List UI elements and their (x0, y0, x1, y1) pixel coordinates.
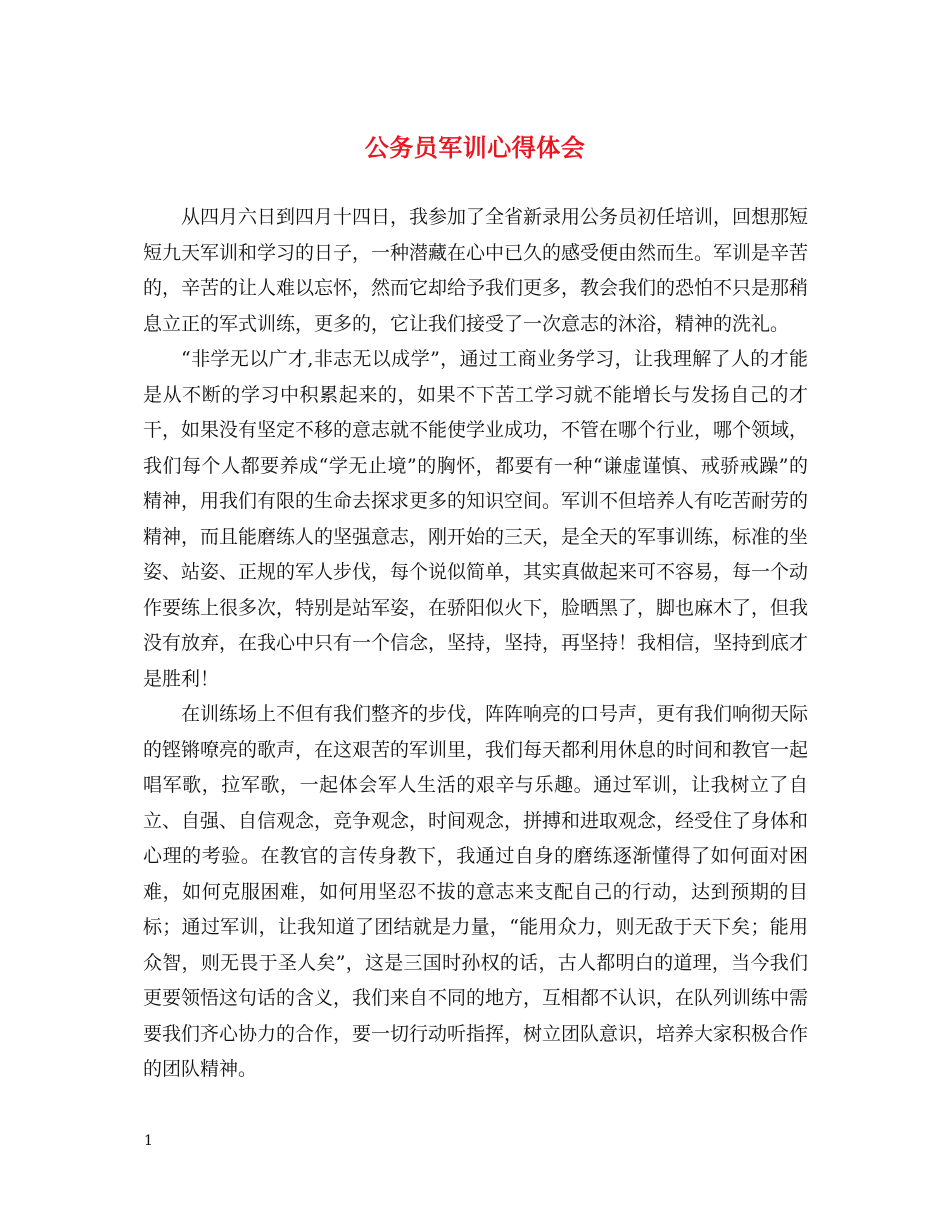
page-number: 1 (144, 1133, 153, 1149)
document-title: 公务员军训心得体会 (364, 133, 586, 162)
paragraph-2: “非学无以广才,非志无以成学”，通过工商业务学习，让我理解了人的才能是从不断的学习中积累起来的，如果不下苦工学习就不能增长与发扬自己的才干，如果没有坚定不移的意志就不能使学业成功，不管在哪个行业，哪个领域，我们每个人都要养成“学无止境”的胸怀，都要有一种“谦虚谨慎、戒骄戒躁”的精神，用我们有限的生命去探求更多的知识空间。军训不但培养人有吃苦耐劳的精神，而且能磨练人的坚强意志，刚开始的三天，是全天的军事训练，标准的坐姿、站姿、正规的军人步伐，每个说似简单，其实真做起来可不容易，每一个动作要练上很多次，特别是站军姿，在骄阳似火下，脸晒黑了，脚也麻木了，但我没有放弃，在我心中只有一个信念，坚持，坚持，再坚持！我相信，坚持到底才是胜利！ (143, 348, 809, 690)
paragraph-3: 在训练场上不但有我们整齐的步伐，阵阵响亮的口号声，更有我们响彻天际的铿锵嘹亮的歌声，在这艰苦的军训里，我们每天都利用休息的时间和教官一起唱军歌，拉军歌，一起体会军人生活的艰辛与乐趣。通过军训，让我树立了自立、自强、自信观念，竞争观念，时间观念，拼搏和进取观念，经受住了身体和心理的考验。在教官的言传身教下，我通过自身的磨练逐渐懂得了如何面对困难，如何克服困难，如何用坚忍不拔的意志来支配自己的行动，达到预期的目标；通过军训，让我知道了团结就是力量，“能用众力，则无敌于天下矣；能用众智，则无畏于圣人矣”，这是三国时孙权的话，古人都明白的道理，当今我们更要领悟这句话的含义，我们来自不同的地方，互相都不认识，在队列训练中需要我们齐心协力的合作，要一切行动听指挥，树立团队意识，培养大家积极合作的团队精神。 (143, 703, 809, 1080)
paragraph-1: 从四月六日到四月十四日，我参加了全省新录用公务员初任培训，回想那短短九天军训和学习的日子，一种潜藏在心中已久的感受便由然而生。军训是辛苦的，辛苦的让人难以忘怀，然而它却给予我们更多，教会我们的恐怕不只是那稍息立正的军式训练，更多的，它让我们接受了一次意志的沐浴，精神的洗礼。 (143, 206, 809, 335)
document-body (143, 200, 808, 1088)
